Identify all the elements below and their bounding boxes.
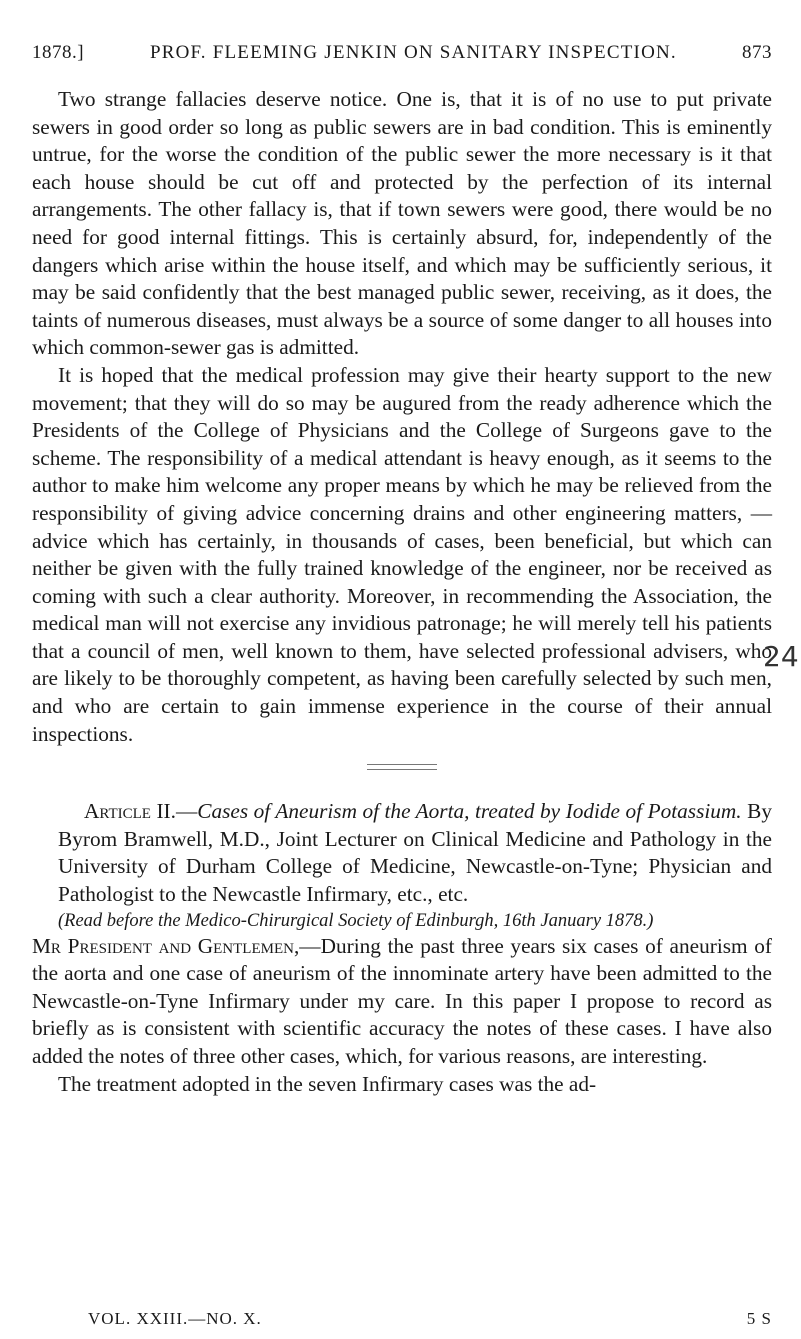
address-text-1: —During the past three years six cases of aneurism of the aorta and one case of aneurism of the innominate artery have been admitted to the Newcastle-on-Tyne Infirmary under my care. In this paper I propose to record as briefly as is consistent with scientific accuracy the notes of these cases. I have also added the notes of three other cases, which, for various reasons, are interesting.	[32, 933, 772, 1068]
article-title: Cases of Aneurism of the Aorta, treated by Iodide of Potassium.	[197, 799, 742, 824]
page-body	[32, 86, 772, 1098]
page-number: 873	[742, 42, 772, 63]
paragraph-medical-profession: It is hoped that the medical profession may give their hearty support to the new movement; that they will do so may be augured from the ready adherence which the Presidents of the College of Physicians and the College of Surgeons gave to the scheme. The responsibility of a medical attendant is heavy enough, as it seems to the author to make him welcome any proper means by which he may be relieved from the responsibility of giving advice concerning drains and other engineering matters, —advice which has certainly, in thousands of cases, been beneficial, but which can neither be given with the fully trained knowledge of the engineer, nor be received as coming with such a clear authority. Moreover, in recommending the Association, the medical man will not exercise any invidious patronage; he will merely tell his patients that a council of men, well known to them, have selected professional advisers, who are likely to be thoroughly competent, as having been carefully selected by such men, and who are certain to gain immense experience in the course of their annual inspections.	[32, 362, 772, 746]
article-label: Article II.	[84, 799, 176, 824]
section-divider	[367, 764, 437, 765]
running-title: PROF. FLEEMING JENKIN ON SANITARY INSPECTION.	[150, 42, 677, 63]
signature-mark: 5 S	[746, 1309, 772, 1328]
address-paragraph-1	[32, 933, 772, 1071]
section-divider-second	[367, 769, 437, 770]
read-before-note	[32, 909, 772, 933]
salutation: Mr President and Gentlemen,	[32, 933, 300, 958]
handwritten-margin-note: 24	[763, 640, 799, 673]
article-byline: By Byrom Bramwell, M.D., Joint Lecturer on Clinical Medicine and Pathology in the University of Durham College of Medicine, Newcastle-on-Tyne; Physician and Pathologist to the Newcastle Infirmary, etc., etc.	[58, 799, 772, 907]
volume-line: VOL. XXIII.—NO. X.	[88, 1309, 262, 1328]
header-year: 1878.]	[32, 42, 85, 63]
paragraph-fallacies: Two strange fallacies deserve notice. One is, that it is of no use to put private sewers in good order so long as public sewers are in bad condition. This is eminently untrue, for the worse the condition of the public sewer the more necessary is it that each house should be cut off and protected by the perfection of its internal arrangements. The other fallacy is, that if town sewers were good, there would be no need for good internal fittings. This is certainly absurd, for, independently of the dangers which arise within the house itself, and which may be sufficiently serious, it may be said confidently that the best managed public sewer, receiving, as it does, the taints of numerous diseases, must always be a source of some danger to all houses into which common-sewer gas is admitted.	[32, 87, 772, 360]
address-paragraph-2: The treatment adopted in the seven Infirmary cases was the ad-	[58, 1071, 597, 1096]
read-note-text: (Read before the Medico-Chirurgical Society of Edinburgh, 16th January 1878.)	[58, 910, 654, 931]
article-heading: Article II.—Cases of Aneurism of the Aorta, treated by Iodide of Potassium. By Byrom Bramwell, M.D., Joint Lecturer on Clinical Medicine and Pathology in the University of Durham College of Medicine, Newcastle-on-Tyne; Physician and Pathologist to the Newcastle Infirmary, etc., etc.	[58, 799, 772, 907]
